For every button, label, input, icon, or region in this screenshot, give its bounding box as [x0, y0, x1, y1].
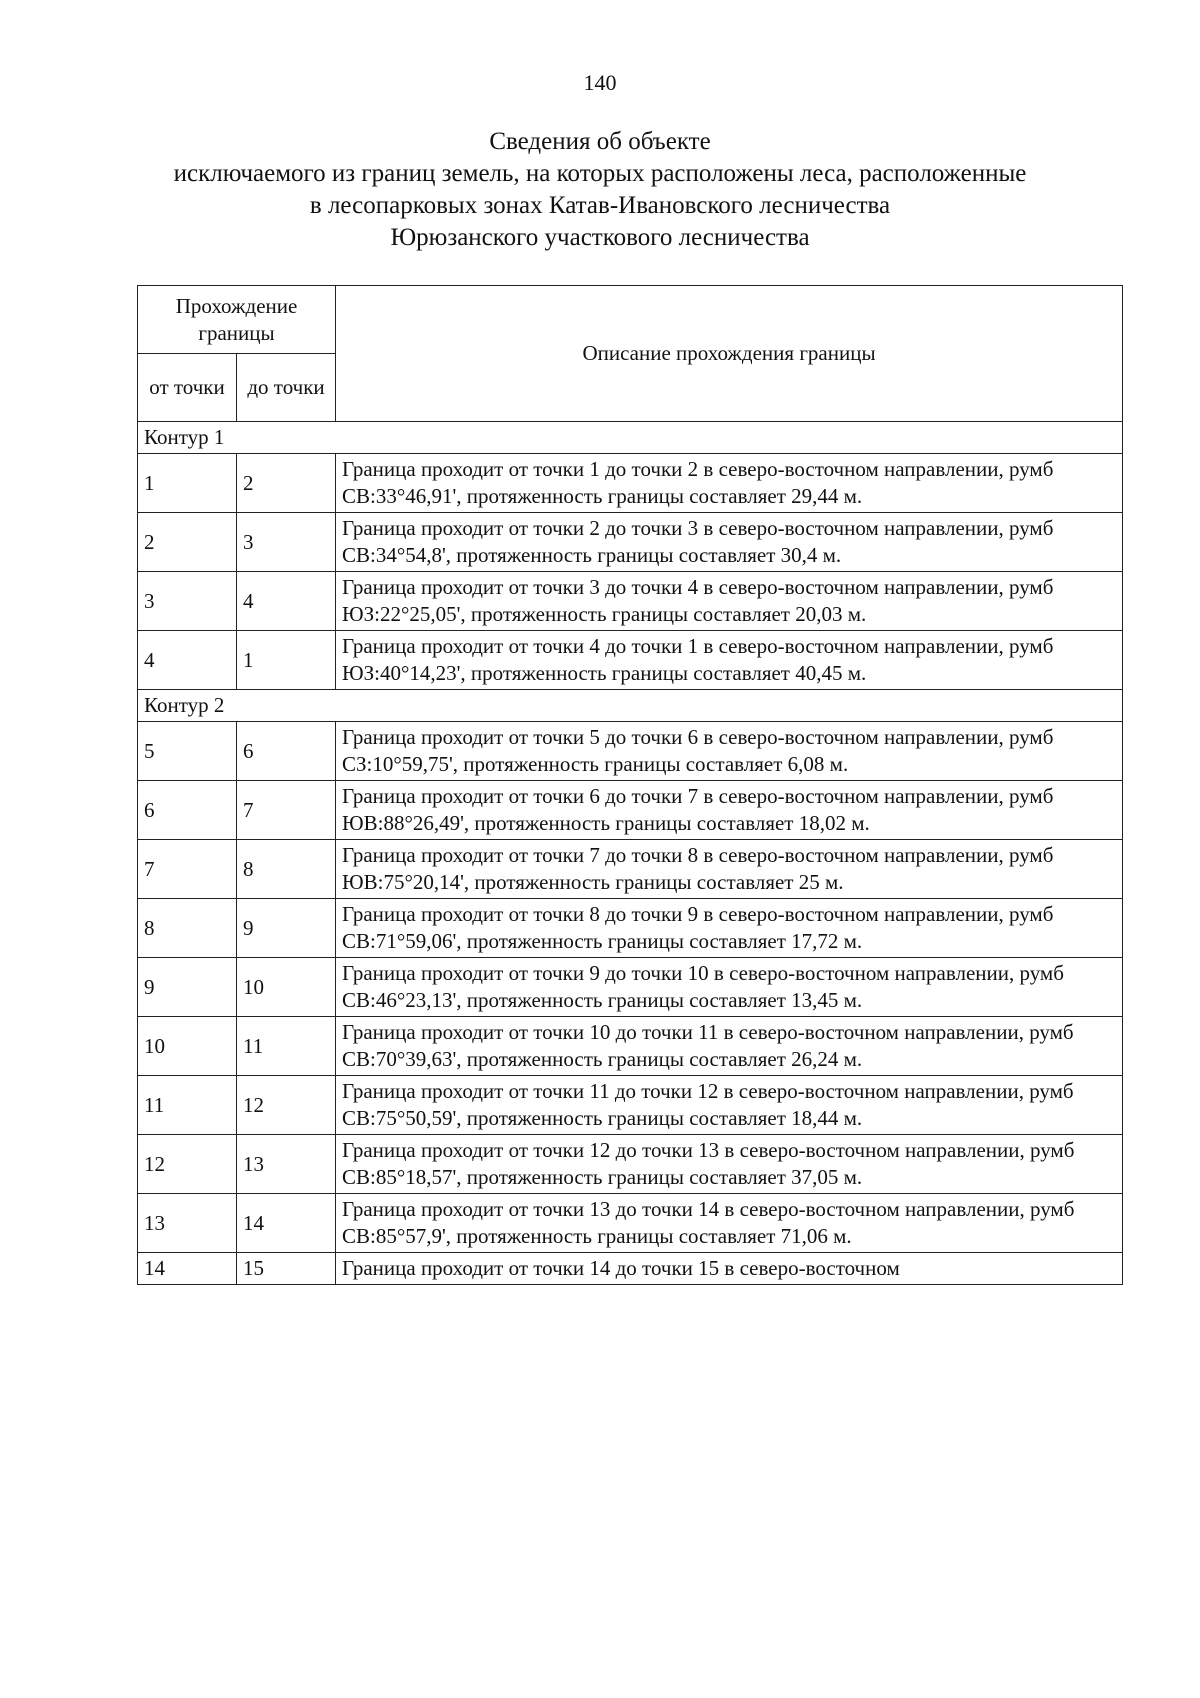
table-row — [138, 958, 1123, 1017]
contour-label: Контур 1 — [138, 422, 1123, 454]
header-description: Описание прохождения границы — [336, 286, 1123, 422]
to-point-cell: 8 — [237, 840, 336, 899]
from-point-cell: 9 — [138, 958, 237, 1017]
title-line: Юрюзанского участкового лесничества — [390, 224, 810, 251]
to-point-cell: 13 — [237, 1135, 336, 1194]
contour-row — [138, 422, 1123, 454]
header-to-point: до точки — [237, 354, 336, 422]
from-point-cell: 14 — [138, 1253, 237, 1285]
header-from-point: от точки — [138, 354, 237, 422]
to-point-cell: 12 — [237, 1076, 336, 1135]
to-point-cell: 4 — [237, 572, 336, 631]
from-point-cell: 10 — [138, 1017, 237, 1076]
table-row — [138, 1194, 1123, 1253]
table-row — [138, 840, 1123, 899]
description-cell: Граница проходит от точки 12 до точки 13 в северо-восточном направлении, румб СВ:85°18,57', протяженность границы составляет 37,05 м. — [336, 1135, 1123, 1194]
from-point-cell: 12 — [138, 1135, 237, 1194]
table-row — [138, 631, 1123, 690]
to-point-cell: 1 — [237, 631, 336, 690]
table-row — [138, 1135, 1123, 1194]
title-line: в лесопарковых зонах Катав-Ивановского лесничества — [309, 192, 891, 219]
to-point-cell: 14 — [237, 1194, 336, 1253]
description-cell: Граница проходит от точки 13 до точки 14 в северо-восточном направлении, румб СВ:85°57,9', протяженность границы составляет 71,06 м. — [336, 1194, 1123, 1253]
table-row — [138, 722, 1123, 781]
table-body — [138, 422, 1123, 1285]
from-point-cell: 11 — [138, 1076, 237, 1135]
from-point-cell: 2 — [138, 513, 237, 572]
description-cell: Граница проходит от точки 7 до точки 8 в северо-восточном направлении, румб ЮВ:75°20,14', протяженность границы составляет 25 м. — [336, 840, 1123, 899]
table-row — [138, 1253, 1123, 1285]
description-cell: Граница проходит от точки 2 до точки 3 в северо-восточном направлении, румб СВ:34°54,8', протяженность границы составляет 30,4 м. — [336, 513, 1123, 572]
to-point-cell: 7 — [237, 781, 336, 840]
to-point-cell: 3 — [237, 513, 336, 572]
from-point-cell: 6 — [138, 781, 237, 840]
description-cell: Граница проходит от точки 8 до точки 9 в северо-восточном направлении, румб СВ:71°59,06', протяженность границы составляет 17,72 м. — [336, 899, 1123, 958]
title-line: исключаемого из границ земель, на которых расположены леса, расположенные — [173, 160, 1027, 187]
to-point-cell: 11 — [237, 1017, 336, 1076]
from-point-cell: 13 — [138, 1194, 237, 1253]
table-row — [138, 513, 1123, 572]
boundary-table — [137, 285, 1123, 1285]
table-row — [138, 1076, 1123, 1135]
title-line: Сведения об объекте — [489, 128, 711, 155]
to-point-cell: 9 — [237, 899, 336, 958]
contour-label: Контур 2 — [138, 690, 1123, 722]
description-cell: Граница проходит от точки 3 до точки 4 в северо-восточном направлении, румб ЮЗ:22°25,05', протяженность границы составляет 20,03 м. — [336, 572, 1123, 631]
description-cell: Граница проходит от точки 6 до точки 7 в северо-восточном направлении, румб ЮВ:88°26,49', протяженность границы составляет 18,02 м. — [336, 781, 1123, 840]
to-point-cell: 6 — [237, 722, 336, 781]
description-cell: Граница проходит от точки 5 до точки 6 в северо-восточном направлении, румб СЗ:10°59,75', протяженность границы составляет 6,08 м. — [336, 722, 1123, 781]
from-point-cell: 5 — [138, 722, 237, 781]
contour-row — [138, 690, 1123, 722]
to-point-cell: 15 — [237, 1253, 336, 1285]
description-cell: Граница проходит от точки 11 до точки 12 в северо-восточном направлении, румб СВ:75°50,59', протяженность границы составляет 18,44 м. — [336, 1076, 1123, 1135]
description-cell: Граница проходит от точки 1 до точки 2 в северо-восточном направлении, румб СВ:33°46,91', протяженность границы составляет 29,44 м. — [336, 454, 1123, 513]
table-row — [138, 572, 1123, 631]
from-point-cell: 7 — [138, 840, 237, 899]
from-point-cell: 4 — [138, 631, 237, 690]
from-point-cell: 8 — [138, 899, 237, 958]
table-row — [138, 899, 1123, 958]
table-row — [138, 454, 1123, 513]
description-cell: Граница проходит от точки 14 до точки 15 в северо-восточном — [336, 1253, 1123, 1285]
page-number: 140 — [583, 70, 617, 95]
description-cell: Граница проходит от точки 9 до точки 10 в северо-восточном направлении, румб СВ:46°23,13', протяженность границы составляет 13,45 м. — [336, 958, 1123, 1017]
table-row — [138, 1017, 1123, 1076]
header-passage: Прохождение границы — [138, 286, 336, 354]
description-cell: Граница проходит от точки 4 до точки 1 в северо-восточном направлении, румб ЮЗ:40°14,23', протяженность границы составляет 40,45 м. — [336, 631, 1123, 690]
to-point-cell: 2 — [237, 454, 336, 513]
document-title — [0, 126, 1200, 254]
description-cell: Граница проходит от точки 10 до точки 11 в северо-восточном направлении, румб СВ:70°39,63', протяженность границы составляет 26,24 м. — [336, 1017, 1123, 1076]
from-point-cell: 3 — [138, 572, 237, 631]
to-point-cell: 10 — [237, 958, 336, 1017]
table-row — [138, 781, 1123, 840]
from-point-cell: 1 — [138, 454, 237, 513]
